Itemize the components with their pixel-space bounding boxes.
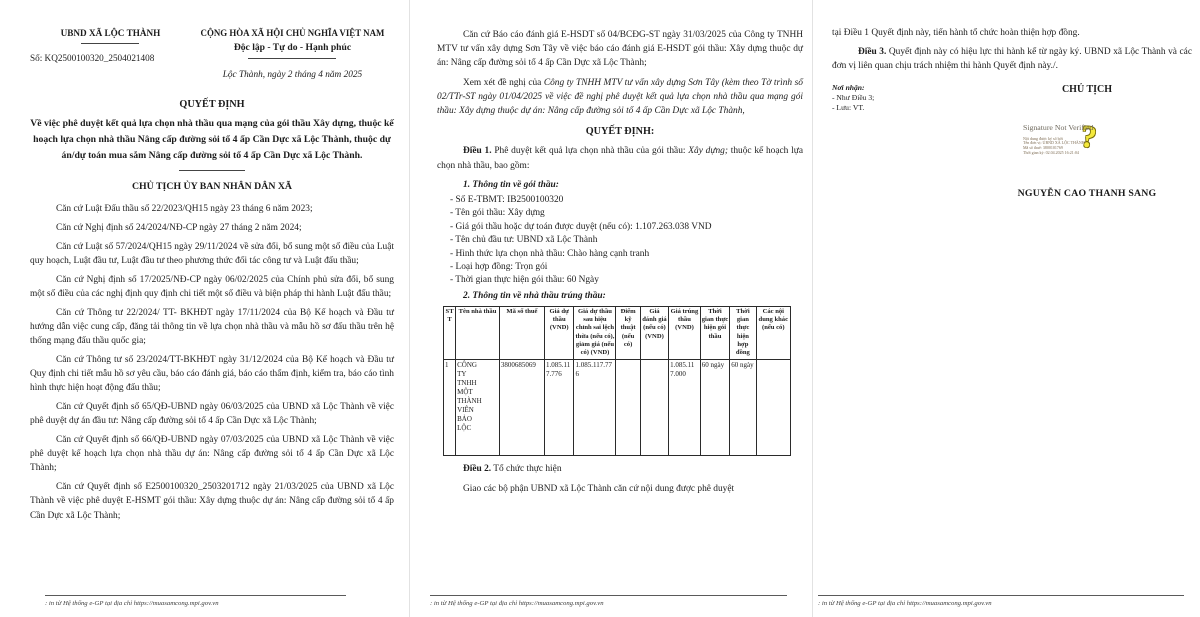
article-1-label: Điều 1. xyxy=(463,146,492,157)
legal-basis-paragraph: Căn cứ Thông tư số 23/2024/TT-BKHĐT ngày 31/12/2024 của Bộ Kế hoạch và Đầu tư Quy định chi tiết mẫu hồ sơ yêu cầu, báo cáo đánh giá, báo cáo thẩm định, kiểm tra, báo cáo tình hình thực hiện hoạt động đấu thầu; xyxy=(30,354,394,394)
proposal-lead: Xem xét đề nghị của xyxy=(463,77,544,88)
table-row xyxy=(444,360,791,456)
document-page-1 xyxy=(0,0,408,617)
article-2-paragraph xyxy=(463,462,803,476)
legal-basis-paragraph: Căn cứ Báo cáo đánh giá E-HSDT số 04/BCĐG-ST ngày 31/03/2025 của Công ty TNHH MTV tư vấn xây dựng Sơn Tây về việc báo cáo đánh giá E-HSDT gói thầu: Xây dựng thuộc dự án: Nâng cấp đường sỏi tổ 4 ấp Cần Dực xã Lộc Thành; xyxy=(437,30,803,69)
signature-detail-line: Mã số thuế: 3800101769 xyxy=(1023,145,1063,151)
package-info-item: - Hình thức lựa chọn nhà thầu: Chào hàng cạnh tranh xyxy=(450,248,650,259)
national-motto-line2: Độc lập - Tự do - Hạnh phúc xyxy=(233,42,352,54)
signature-question-mark-icon: ? xyxy=(1078,117,1099,155)
recipients-block xyxy=(832,83,982,201)
package-info-item: - Số E-TBMT: IB2500100320 xyxy=(450,195,564,206)
package-info-item: - Loại hợp đồng: Trọn gói xyxy=(450,262,548,273)
cell-gia-du-thau: 1.085.117.776 xyxy=(544,360,573,456)
cell-stt: 1 xyxy=(444,360,456,456)
egp-footnote: : in từ Hệ thống e-GP tại địa chỉ https://muasamcong.mpi.gov.vn xyxy=(430,600,604,607)
cell-ma-so-thue: 3800685069 xyxy=(499,360,544,456)
col-header-ten-nha-thau: Tên nhà thầu xyxy=(456,307,500,360)
cell-thoi-gian-goi-thau: 60 ngày xyxy=(700,360,729,456)
org-underline-rule xyxy=(81,43,139,44)
cell-gia-trung-thau: 1.085.117.000 xyxy=(669,360,701,456)
proposal-paragraph xyxy=(437,76,803,119)
signature-detail-lines xyxy=(1023,137,1151,156)
cell-gia-danh-gia xyxy=(640,360,668,456)
cell-noi-dung-khac xyxy=(756,360,790,456)
recipients-heading: Nơi nhận: xyxy=(832,82,865,92)
motto-underline-rule xyxy=(248,58,336,59)
national-motto-block xyxy=(191,26,394,83)
package-info-item: - Thời gian thực hiện gói thầu: 60 Ngày xyxy=(450,275,599,286)
issuing-authority-heading: CHỦ TỊCH ỦY BAN NHÂN DÂN XÃ xyxy=(131,180,293,192)
digital-signature-stamp xyxy=(1023,117,1151,173)
document-page-3 xyxy=(816,0,1200,617)
national-motto-line1: CỘNG HÒA XÃ HỘI CHỦ NGHĨA VIỆT NAM xyxy=(200,28,385,38)
signature-detail-line: Tên đơn vị: UBND XÃ LỘC THÀNH xyxy=(1023,140,1085,146)
document-number: Số: KQ2500100320_2504021408 xyxy=(30,53,155,64)
package-info-item: - Giá gói thầu hoặc dự toán được duyệt (nếu có): 1.107.263.038 VND xyxy=(450,221,712,232)
table-header-row xyxy=(444,307,791,360)
proposal-consultant-name: Công ty TNHH MTV tư vấn xây dựng Sơn Tây (kèm theo Tờ trình số 02/TTr-ST ngày 01/04/2025 về việc đề nghị phê duyệt kết quả lựa chọn nhà thầu qua mạng gói thầu: Xây dựng thuộc dự án: Nâng cấp đường sỏi tổ 4 ấp Cần Dực xã Lộc Thành, xyxy=(437,77,803,117)
issuing-org-block xyxy=(30,26,191,83)
article-2-text: Tổ chức thực hiện xyxy=(491,464,562,475)
page1-footer xyxy=(45,595,346,608)
recipient-item: - Lưu: VT. xyxy=(832,103,865,113)
document-subject: Về việc phê duyệt kết quả lựa chọn nhà thầu qua mạng của gói thầu Xây dựng, thuộc kế hoạch lựa chọn nhà thầu Nâng cấp đường sỏi tổ 4 ấp Cần Dực xã Lộc Thành, thuộc dự án/dự toán mua sắm Nâng cấp đường sỏi tổ 4 ấp Cần Dực xã Lộc Thành. xyxy=(30,117,394,161)
col-header-ma-so-thue: Mã số thuế xyxy=(499,307,544,360)
col-header-noi-dung-khac: Các nội dung khác (nếu có) xyxy=(756,307,790,360)
col-header-stt: STT xyxy=(444,307,456,360)
article-3-text: Quyết định này có hiệu lực thi hành kể từ ngày ký. UBND xã Lộc Thành và các đơn vị liên quan chịu trách nhiệm thi hành Quyết định này./. xyxy=(832,47,1192,72)
cell-gia-sau-hieu-chinh: 1.085.117.776 xyxy=(574,360,616,456)
article-3-label: Điều 3. xyxy=(858,47,887,58)
article-1-text-2: thuộc kế hoạch lựa chọn nhà thầu, bao gồm: xyxy=(437,146,803,171)
section-1-heading: 1. Thông tin về gói thầu: xyxy=(463,179,559,190)
signer-block xyxy=(982,83,1192,201)
signer-name: NGUYỄN CAO THANH SANG xyxy=(1017,187,1157,199)
col-header-gia-sau-hieu-chinh: Giá dự thầu sau hiệu chỉnh sai lệch thừa (nếu có), giảm giá (nếu có) (VND) xyxy=(574,307,616,360)
document-page-2 xyxy=(413,0,811,617)
recipient-item: - Như Điều 3; xyxy=(832,93,875,103)
signature-detail-line: Thời gian ký: 02.04.2025 16:21:04 xyxy=(1023,149,1079,155)
legal-basis-paragraph: Căn cứ Quyết định số 66/QĐ-UBND ngày 07/03/2025 của UBND xã Lộc Thành về việc phê duyệt kế hoạch lựa chọn nhà thầu dự án: Nâng cấp đường sỏi tổ 4 ấp Cần Dực xã Lộc Thành; xyxy=(30,435,394,474)
page1-header xyxy=(30,26,394,83)
article-1-text: Phê duyệt kết quả lựa chọn nhà thầu của gói thầu: xyxy=(491,146,689,157)
col-header-gia-du-thau: Giá dự thầu (VND) xyxy=(544,307,573,360)
document-title: QUYẾT ĐỊNH xyxy=(179,98,245,110)
col-header-diem-ky-thuat: Điểm kỹ thuật (nếu có) xyxy=(616,307,640,360)
legal-basis-paragraph: Căn cứ Luật Đấu thầu số 22/2023/QH15 ngày 23 tháng 6 năm 2023; xyxy=(56,204,313,215)
legal-basis-paragraph: Căn cứ Nghị định số 17/2025/NĐ-CP ngày 06/02/2025 của Chính phủ sửa đổi, bổ sung một số điều của các nghị định quy định chi tiết một số điều và biện pháp thi hành Luật đấu thầu; xyxy=(30,274,394,299)
egp-footnote: : in từ Hệ thống e-GP tại địa chỉ https://muasamcong.mpi.gov.vn xyxy=(818,600,992,607)
signature-status-text: Signature Not Verified xyxy=(1023,122,1094,132)
subject-underline-rule xyxy=(179,170,245,171)
signature-detail-line: Nội dung được ký số bởi xyxy=(1023,135,1063,141)
decision-heading: QUYẾT ĐỊNH: xyxy=(585,126,655,138)
legal-basis-paragraph: Căn cứ Quyết định số 65/QĐ-UBND ngày 06/03/2025 của UBND xã Lộc Thành về việc phê duyệt dự án đầu tư: Nâng cấp đường sỏi tổ 4 ấp Cần Dực xã Lộc Thành; xyxy=(30,402,394,427)
package-info-item: - Tên chủ đầu tư: UBND xã Lộc Thành xyxy=(450,235,598,246)
col-header-thoi-gian-goi-thau: Thời gian thực hiện gói thầu xyxy=(700,307,729,360)
place-and-date: Lộc Thành, ngày 2 tháng 4 năm 2025 xyxy=(222,70,363,81)
col-header-gia-danh-gia: Giá đánh giá (nếu có) (VND) xyxy=(640,307,668,360)
page3-footer xyxy=(818,595,1184,608)
page-divider xyxy=(812,0,813,617)
cell-diem-ky-thuat xyxy=(616,360,640,456)
page2-footer xyxy=(430,595,787,608)
col-header-gia-trung-thau: Giá trúng thầu (VND) xyxy=(669,307,701,360)
legal-basis-paragraph: Căn cứ Thông tư 22/2024/ TT- BKHĐT ngày 17/11/2024 của Bộ Kế hoạch và Đầu tư hướng dẫn việc cung cấp, đăng tải thông tin về lựa chọn nhà thầu và mẫu hồ sơ đấu thầu trên hệ thống mạng đấu thầu quốc gia; xyxy=(30,307,394,347)
cell-ten-nha-thau: CÔNG TY TNHH MỘT THÀNH VIÊN BẢO LỘC xyxy=(456,360,500,456)
article-2-body: Giao các bộ phận UBND xã Lộc Thành căn cứ nội dung được phê duyệt xyxy=(463,483,735,494)
article-1-paragraph xyxy=(437,144,803,172)
signature-section xyxy=(832,83,1192,201)
legal-basis-paragraph: Căn cứ Luật số 57/2024/QH15 ngày 29/11/2024 về sửa đổi, bổ sung một số điều của Luật quy hoạch, Luật đầu tư, Luật đầu tư theo phương thức đối tác công tư và Luật đấu thầu; xyxy=(30,241,394,266)
page-divider xyxy=(409,0,410,617)
signer-title: CHỦ TỊCH xyxy=(1061,83,1113,95)
article-3-paragraph xyxy=(832,45,1192,73)
legal-basis-paragraph: Căn cứ Nghị định số 24/2024/NĐ-CP ngày 27 tháng 2 năm 2024; xyxy=(56,222,302,233)
legal-basis-paragraph: Căn cứ Quyết định số E2500100320_2503201712 ngày 21/03/2025 của UBND xã Lộc Thành về việc phê duyệt E-HSMT gói thầu: Xây dựng thuộc dự án: Nâng cấp đường sỏi tổ 4 ấp Cần Dực xã Lộc Thành; xyxy=(30,482,394,521)
article-1-package-name: Xây dựng; xyxy=(688,146,728,157)
col-header-thoi-gian-hop-dong: Thời gian thực hiện hợp đồng xyxy=(730,307,756,360)
continuation-paragraph: tại Điều 1 Quyết định này, tiến hành tổ chức hoàn thiện hợp đồng. xyxy=(832,28,1080,38)
winning-bidder-table xyxy=(443,306,791,456)
egp-footnote: : in từ Hệ thống e-GP tại địa chỉ https://muasamcong.mpi.gov.vn xyxy=(45,600,219,607)
package-info-item: - Tên gói thầu: Xây dựng xyxy=(450,208,545,219)
section-2-heading: 2. Thông tin về nhà thầu trúng thầu: xyxy=(463,290,606,301)
article-2-label: Điều 2. xyxy=(463,464,492,475)
issuing-org-name: UBND XÃ LỘC THÀNH xyxy=(60,28,161,38)
cell-thoi-gian-hop-dong: 60 ngày xyxy=(730,360,756,456)
